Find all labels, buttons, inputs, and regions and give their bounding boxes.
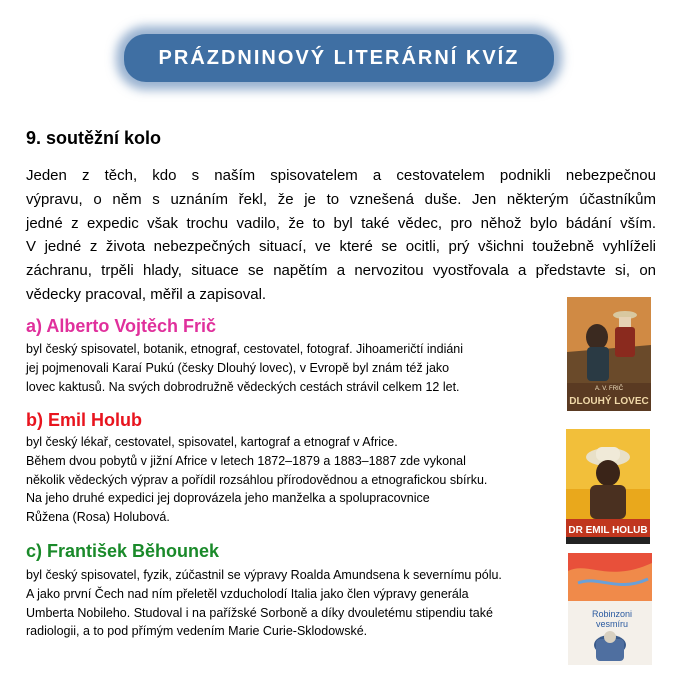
option-line: několik vědeckých výprav a pořídil rozsáhlou přírodovědnou a etnografickou sbírku.: [26, 472, 488, 487]
intro-paragraph: [26, 164, 656, 307]
intro-line: Jeden z těch, kdo s naším spisovatelem a cestovatelem podnikli nebezpečnou: [26, 167, 656, 184]
option-line: Během dvou pobytů v jižní Africe v letech 1872–1879 a 1883–1887 zde vykonal: [26, 453, 466, 468]
book-cover-robinzoni-vesmiru: [568, 553, 652, 665]
option-b-text: [26, 433, 566, 527]
book-cover-illustration: [567, 297, 651, 411]
option-c-text: [26, 566, 566, 641]
book-cover-emil-holub: [566, 429, 650, 544]
option-line: Umberta Nobileho. Studoval i na pařížské Sorboně a díky dvouletému stipendiu také: [26, 605, 493, 620]
option-line: Růžena (Rosa) Holubová.: [26, 510, 170, 525]
intro-line: výpravu, o něm s uznáním řekl, že je to vznešená duše. Jen některým účastníkům: [26, 190, 656, 208]
option-b-title: b) Emil Holub: [26, 410, 142, 430]
book-cover-dlouhy-lovec: [567, 297, 651, 411]
option-a-title: a) Alberto Vojtěch Frič: [26, 316, 217, 336]
book-cover-illustration: [568, 553, 652, 665]
page-title: PRÁZDNINOVÝ LITERÁRNÍ KVÍZ: [158, 46, 520, 69]
option-line: A jako první Čech nad ním přeletěl vzducholodí Italia jako člen výpravy generála: [26, 586, 469, 601]
option-line: jej pojmenovali Karaí Pukú (česky Dlouhý lovec), v Evropě byl znám též jako: [26, 360, 450, 375]
book-cover-illustration: [566, 429, 650, 544]
round-heading: 9. soutěžní kolo: [26, 128, 162, 148]
intro-line: vědecky pracoval, měřil a zapisoval.: [26, 285, 267, 303]
option-line: byl český lékař, cestovatel, spisovatel, kartograf a etnograf v Africe.: [26, 435, 398, 449]
intro-line: jedné z expedic však trochu vadilo, že to byl také vědec, pro něhož bylo bádání vším.: [26, 214, 656, 232]
cover-title: DLOUHÝ LOVEC: [569, 396, 649, 407]
cover-title-line2: vesmíru: [595, 619, 629, 629]
cover-title: DR EMIL HOLUB: [568, 525, 648, 536]
option-line: radiologii, a to pod přímým vedením Marie Curie-Sklodowské.: [26, 624, 368, 639]
option-line: Na jeho druhé expedici jej doprovázela jeho manželka a spolupracovnice: [26, 491, 430, 506]
title-banner: [124, 34, 554, 82]
intro-line: V jedné z života nebezpečných situací, ve které se ocitli, prý všichni toužebně vyhlíželi: [26, 238, 656, 256]
option-c-title: c) František Běhounek: [26, 541, 220, 561]
option-a-text: [26, 340, 566, 396]
option-line: lovec kaktusů. Na svých dobrodružně vědeckých cestách strávil celkem 12 let.: [26, 379, 460, 394]
intro-line: záchranu, trpěli hlady, situace se napětím a nervozitou vyostřovala a představte si, on: [26, 262, 656, 280]
option-line: byl český spisovatel, botanik, etnograf, cestovatel, fotograf. Jihoameričtí indiáni: [26, 342, 464, 356]
option-line: byl český spisovatel, fyzik, zúčastnil se výpravy Roalda Amundsena k severnímu pólu.: [26, 568, 502, 582]
cover-author: A. V. FRIČ: [594, 386, 624, 392]
cover-title-line1: Robinzoni: [591, 609, 633, 619]
